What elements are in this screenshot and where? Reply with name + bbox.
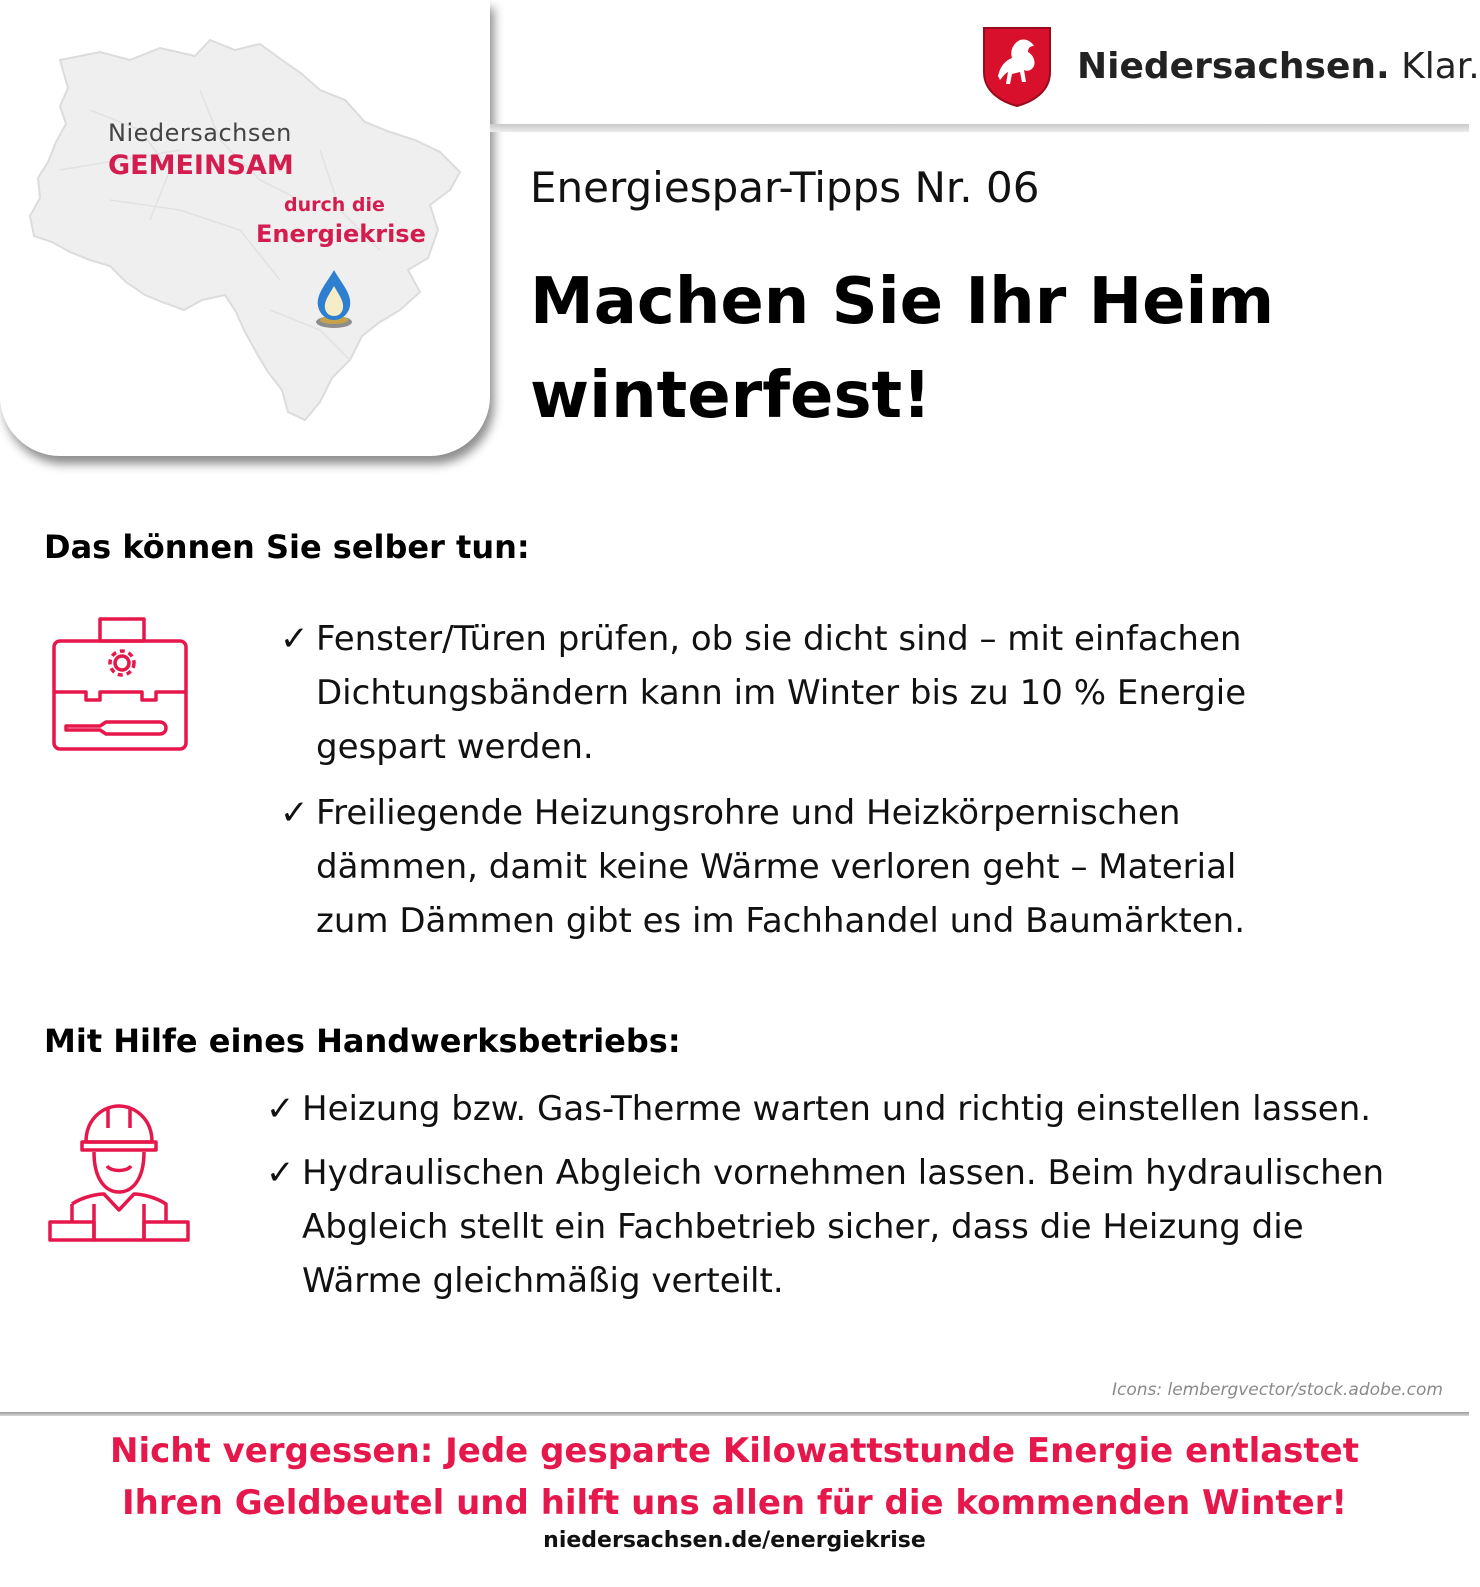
tip-window-seals xyxy=(280,612,1280,774)
toolbox-icon xyxy=(46,616,196,766)
tip-pipe-insulation xyxy=(280,786,1280,948)
brand-name-bold: Niedersachsen. xyxy=(1077,46,1390,87)
tip-window-seals-text: Fenster/Türen prüfen, ob sie dicht sind – mit einfachen Dichtungsbändern kann im Winter bis zu 10 % Energie gespart werden. xyxy=(316,619,1247,767)
section-self-heading: Das können Sie selber tun: xyxy=(44,528,530,566)
map-card-region: Niedersachsen xyxy=(108,119,292,147)
map-card-slogan-end: Energiekrise xyxy=(256,220,426,248)
footer-url-link[interactable]: niedersachsen.de/energiekrise xyxy=(543,1528,926,1553)
header-divider xyxy=(490,124,1469,132)
icon-credit: Icons: lembergvector/stock.adobe.com xyxy=(1111,1380,1443,1400)
map-card-slogan-main: GEMEINSAM xyxy=(108,150,294,181)
checkmark-icon: ✓ xyxy=(266,1153,295,1193)
tip-hydraulic-balancing xyxy=(266,1146,1416,1308)
gas-flame-icon xyxy=(312,268,356,330)
tip-hydraulic-balancing-text: Hydraulischen Abgleich vornehmen lassen. Beim hydraulischen Abgleich stellt ein Fachbetrieb sicher, dass die Heizung die Wärme gleichmäßig verteilt. xyxy=(302,1153,1385,1301)
footer-reminder-line1: Nicht vergessen: Jede gesparte Kilowattstunde Energie entlastet xyxy=(110,1431,1359,1471)
brand-logo-text xyxy=(1077,46,1480,87)
page-title xyxy=(530,255,1430,443)
footer-reminder xyxy=(0,1425,1469,1529)
footer-divider xyxy=(0,1412,1469,1416)
page-title-line2: winterfest! xyxy=(530,359,932,433)
page-title-line1: Machen Sie Ihr Heim xyxy=(530,265,1275,339)
checkmark-icon: ✓ xyxy=(266,1089,295,1129)
brand-name-light: Klar. xyxy=(1389,46,1480,87)
series-subtitle: Energiespar-Tipps Nr. 06 xyxy=(530,163,1040,212)
campaign-map-card xyxy=(0,0,490,456)
footer-reminder-line2: Ihren Geldbeutel und hilft uns allen für die kommenden Winter! xyxy=(122,1483,1347,1523)
checkmark-icon: ✓ xyxy=(280,619,309,659)
tip-heating-maintenance-text: Heizung bzw. Gas-Therme warten und richtig einstellen lassen. xyxy=(302,1089,1372,1129)
tip-heating-maintenance xyxy=(266,1082,1416,1136)
checkmark-icon: ✓ xyxy=(280,793,309,833)
horse-crest-icon xyxy=(982,26,1052,108)
section-craftsman-heading: Mit Hilfe eines Handwerksbetriebs: xyxy=(44,1022,681,1060)
map-card-slogan-connector: durch die xyxy=(284,194,385,216)
worker-icon xyxy=(44,1100,194,1250)
tip-pipe-insulation-text: Freiliegende Heizungsrohre und Heizkörpernischen dämmen, damit keine Wärme verloren geht – Material zum Dämmen gibt es im Fachhandel und Baumärkten. xyxy=(316,793,1246,941)
